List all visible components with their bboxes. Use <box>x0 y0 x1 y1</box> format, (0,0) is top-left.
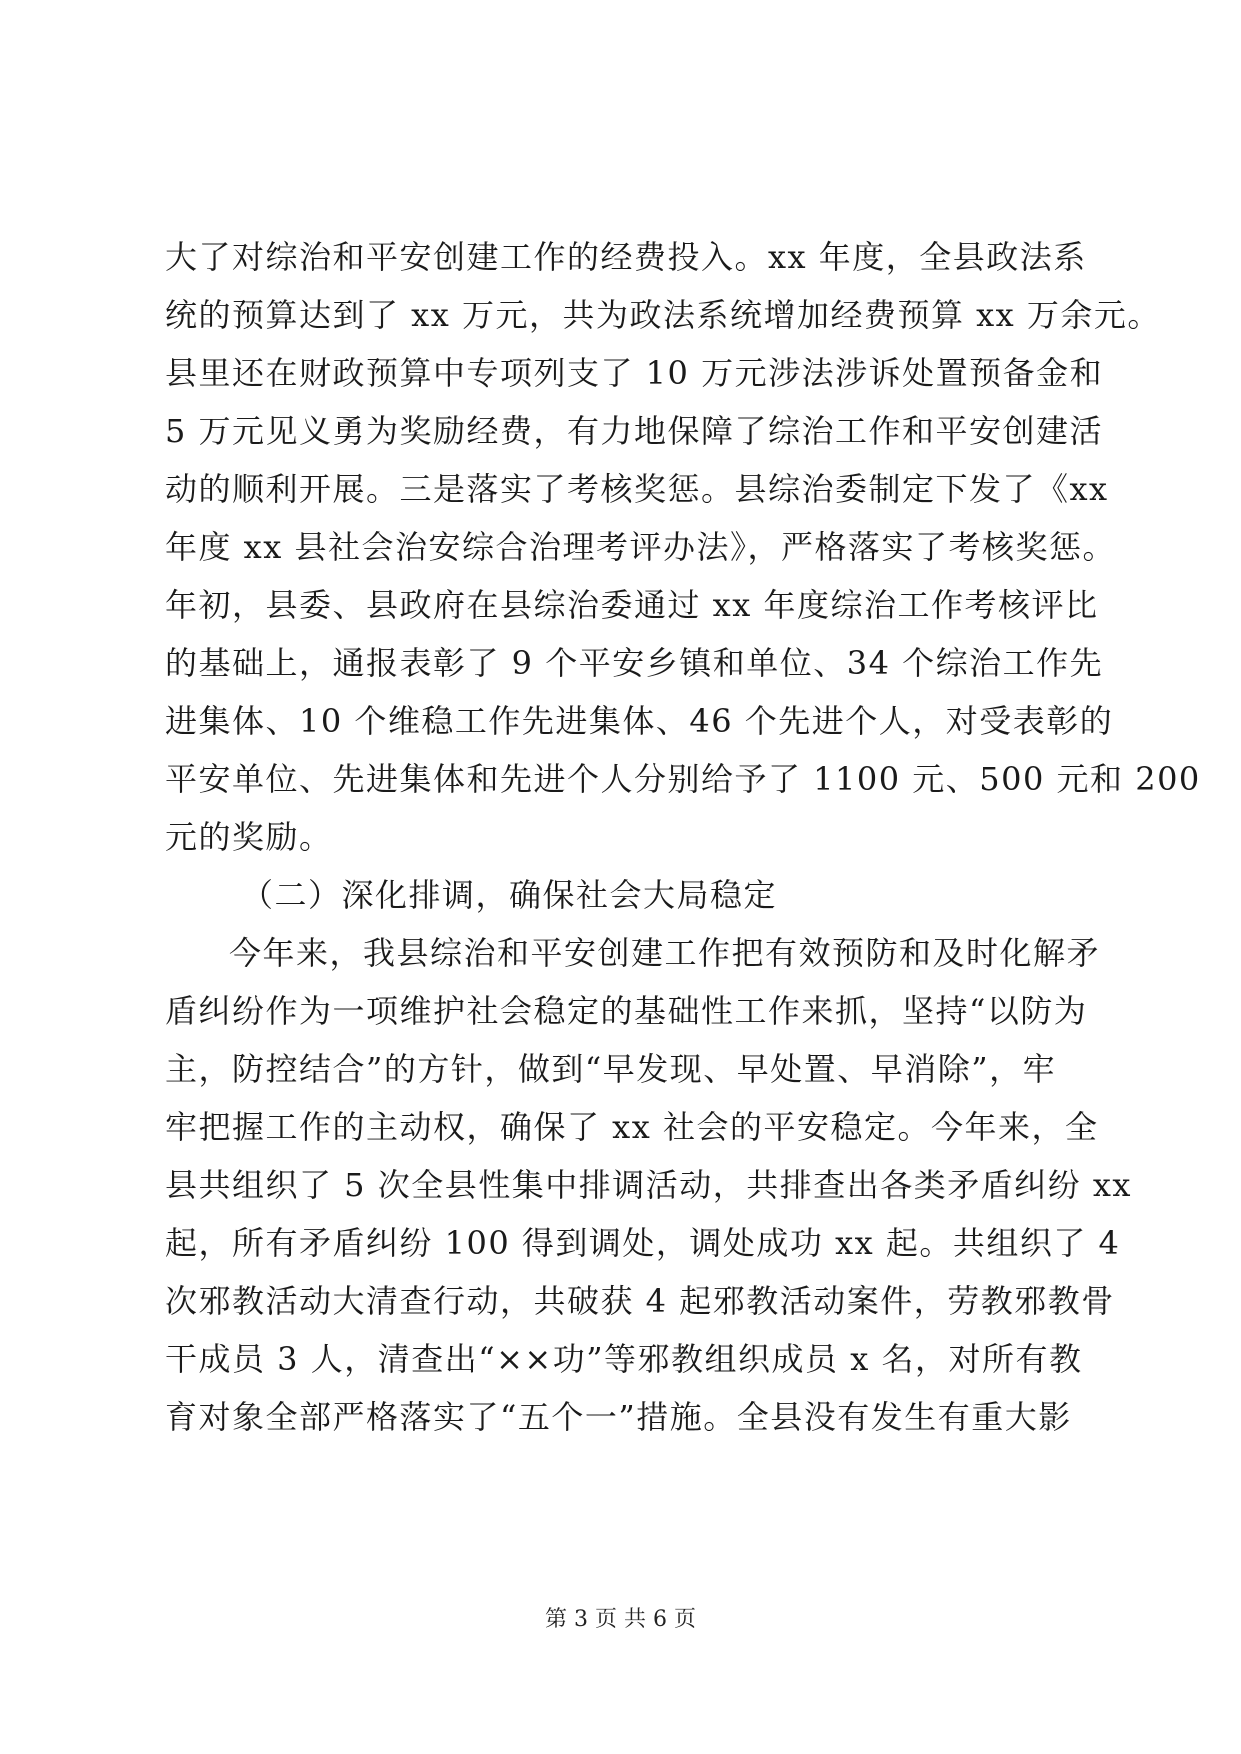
text-line: 统的预算达到了 xx 万元，共为政法系统增加经费预算 xx 万余元。 <box>165 296 1161 334</box>
text-line: 起，所有矛盾纠纷 100 得到调处，调处成功 xx 起。共组织了 4 <box>165 1224 1121 1262</box>
text-line: 平安单位、先进集体和先进个人分别给予了 1100 元、500 元和 200 <box>165 760 1201 798</box>
text-line: 年度 xx 县社会治安综合治理考评办法》，严格落实了考核奖惩。 <box>165 528 1116 566</box>
text-line: 县共组织了 5 次全县性集中排调活动，共排查出各类矛盾纠纷 xx <box>165 1166 1132 1204</box>
body-text <box>165 228 1201 1446</box>
text-line: 元的奖励。 <box>165 818 333 856</box>
paragraph-first-line: 今年来，我县综治和平安创建工作把有效预防和及时化解矛 <box>229 934 1101 972</box>
text-line: 干成员 3 人，清查出“××功”等邪教组织成员 x 名，对所有教 <box>165 1340 1083 1378</box>
text-line: 进集体、10 个维稳工作先进集体、46 个先进个人，对受表彰的 <box>165 702 1114 740</box>
text-line: 县里还在财政预算中专项列支了 10 万元涉法涉诉处置预备金和 <box>165 354 1104 392</box>
text-line: 大了对综治和平安创建工作的经费投入。xx 年度，全县政法系 <box>165 238 1087 276</box>
page-number: 第 3 页 共 6 页 <box>545 1607 696 1632</box>
text-line: 的基础上，通报表彰了 9 个平安乡镇和单位、34 个综治工作先 <box>165 644 1104 682</box>
section-heading: （二）深化排调，确保社会大局稳定 <box>241 876 778 914</box>
text-line: 盾纠纷作为一项维护社会稳定的基础性工作来抓，坚持“以防为 <box>165 992 1088 1030</box>
text-line: 牢把握工作的主动权，确保了 xx 社会的平安稳定。今年来，全 <box>165 1108 1099 1146</box>
text-line: 动的顺利开展。三是落实了考核奖惩。县综治委制定下发了《xx <box>165 470 1109 508</box>
text-line: 育对象全部严格落实了“五个一”措施。全县没有发生有重大影 <box>165 1398 1072 1436</box>
text-line: 次邪教活动大清查行动，共破获 4 起邪教活动案件，劳教邪教骨 <box>165 1282 1115 1320</box>
text-line: 年初，县委、县政府在县综治委通过 xx 年度综治工作考核评比 <box>165 586 1099 624</box>
text-line: 主，防控结合”的方针，做到“早发现、早处置、早消除”，牢 <box>165 1050 1057 1088</box>
text-line: 5 万元见义勇为奖励经费，有力地保障了综治工作和平安创建活 <box>165 412 1104 450</box>
